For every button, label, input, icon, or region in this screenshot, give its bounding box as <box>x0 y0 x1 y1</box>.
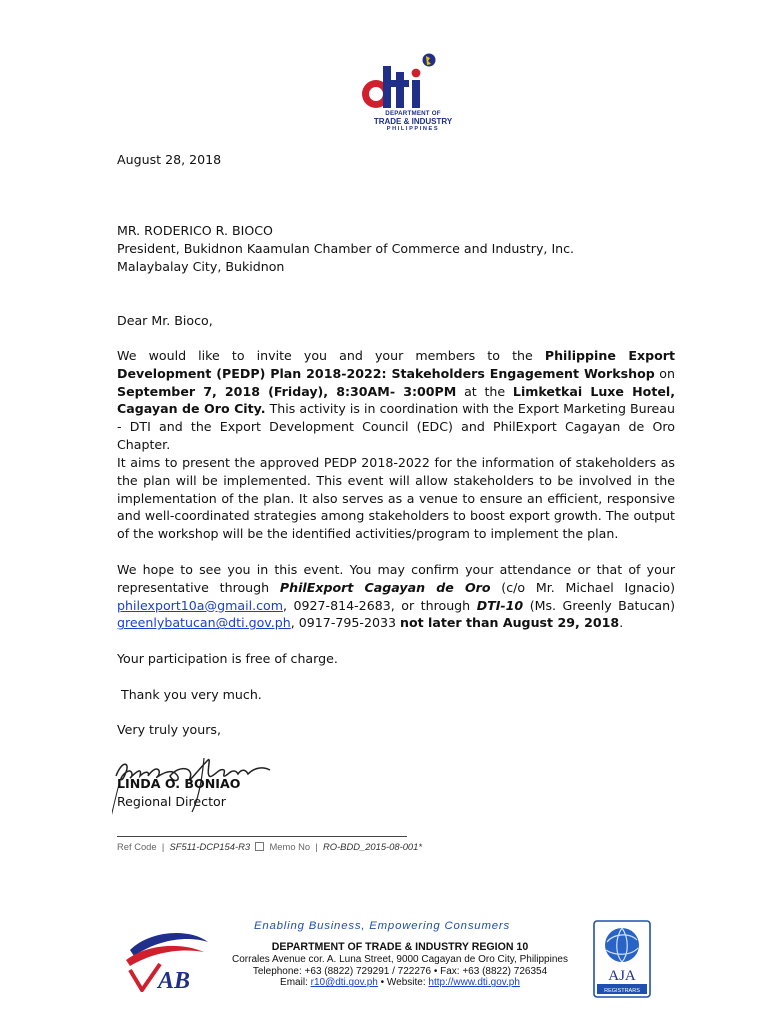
footer-website-link[interactable]: http://www.dti.gov.ph <box>428 977 520 989</box>
ab-logo-text: AB <box>158 968 191 992</box>
aja-logo-text: AJA <box>608 968 636 984</box>
email-link-greenly[interactable]: greenlybatucan@dti.gov.ph <box>117 615 291 631</box>
signer-title: Regional Director <box>117 794 226 809</box>
memo-label: Memo No <box>269 841 311 852</box>
footer-address: Corrales Avenue cor. A. Luna Street, 9000 Cagayan de Oro City, Philippines <box>232 953 568 965</box>
footer-tagline: Enabling Business, Empowering Consumers <box>254 920 510 932</box>
paragraph-invitation: We would like to invite you and your members to the Philippine Export Development (PEDP) Plan 2018-2022: Stakeholders Engagement Workshop on September 7, 2018 (Friday), 8:30AM- 3:00PM at the Limketkai Luxe Hotel, Cagayan de Oro City. This activity is in coordination with the Export Marketing Bureau - DTI and the Export Development Council (EDC) and PhilExport Cagayan de Oro Chapter. <box>117 348 675 452</box>
ref-code-label: Ref Code <box>117 841 157 852</box>
paragraph-confirm: We hope to see you in this event. You may confirm your attendance or that of your representative through PhilExport Cagayan de Oro (c/o Mr. Michael Ignacio) philexport10a@gmail.com, 0927-814-2683, or through DTI-10 (Ms. Greenly Batucan) greenlybatucan@dti.gov.ph, 0917-795-2033 not later than August 29, 2018. <box>117 562 676 631</box>
memo-value: RO-BDD_2015-08-001* <box>323 841 423 852</box>
aja-logo-sub: REGISTRARS <box>604 988 640 994</box>
closing: Very truly yours, <box>117 722 221 737</box>
globe-icon <box>423 54 436 67</box>
footer-phones: Telephone: +63 (8822) 729291 / 722276 • Fax: +63 (8822) 726354 <box>252 965 548 977</box>
aja-registrars-logo <box>593 920 651 998</box>
ref-code-value: SF511-DCP154-R3 <box>169 841 251 852</box>
accreditation-logo <box>120 920 212 992</box>
memo-checkbox-icon <box>255 842 264 851</box>
reference-code-row: Ref Code | SF511-DCP154-R3 Memo No | RO-BDD_2015-08-001* <box>117 841 423 852</box>
thanks: Thank you very much. <box>117 687 262 702</box>
email-link-philexport[interactable]: philexport10a@gmail.com <box>117 597 283 613</box>
recipient-name: MR. RODERICO R. BIOCO <box>117 223 273 238</box>
footer-office: DEPARTMENT OF TRADE & INDUSTRY REGION 10 <box>271 941 529 953</box>
footer-email-link[interactable]: r10@dti.gov.ph <box>310 977 378 989</box>
salutation: Dear Mr. Bioco, <box>117 313 213 328</box>
signer-name: LINDA O. BONIAO <box>117 776 241 791</box>
signature-divider <box>117 836 407 837</box>
paragraph-aims: It aims to present the approved PEDP 2018-2022 for the information of stakeholders as the plan will be implemented. This event will allow stakeholders to be involved in the implementation of the plan. It also serves as a venue to ensure an efficient, responsive and well-coordinated strategies among stakeholders to boost export growth. The output of the workshop will be the identified activities/program to implement the plan. <box>117 455 675 542</box>
logo-line-2: TRADE & INDUSTRY <box>373 117 453 126</box>
letter-date: August 28, 2018 <box>117 152 222 167</box>
logo-line-1: DEPARTMENT OF <box>385 110 441 117</box>
footer-contact-block <box>200 942 600 989</box>
paragraph-free: Your participation is free of charge. <box>117 651 338 666</box>
logo-line-3: PHILIPPINES <box>386 126 440 132</box>
footer-web-row: Email: r10@dti.gov.ph • Website: http://www.dti.gov.ph <box>280 977 520 989</box>
recipient-title: President, Bukidnon Kaamulan Chamber of Commerce and Industry, Inc. <box>117 241 575 256</box>
logo-caption <box>370 110 456 133</box>
recipient-address: Malaybalay City, Bukidnon <box>117 259 285 274</box>
